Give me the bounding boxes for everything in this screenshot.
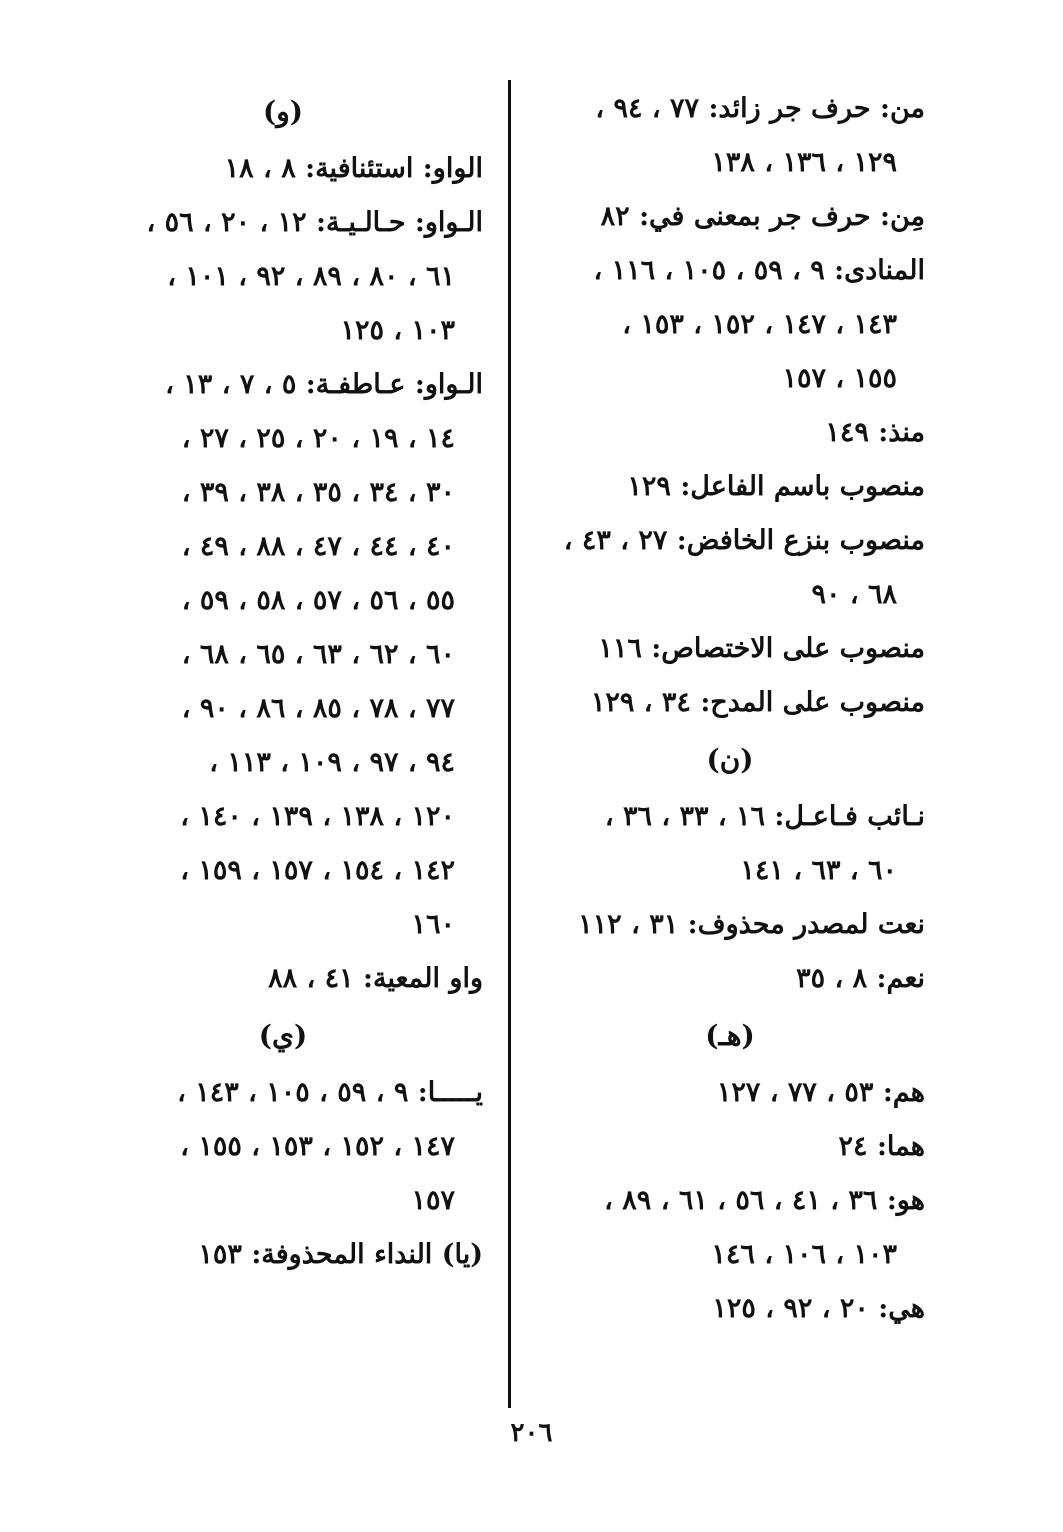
index-entry: الـواو: حـالـيـة: ١٢ ، ٢٠ ، ٥٦ ، [146,207,483,238]
index-entry-continuation: ٤٠ ، ٤٤ ، ٤٧ ، ٨٨ ، ٤٩ ، [181,531,455,562]
index-entry: نعت لمصدر محذوف: ٣١ ، ١١٢ [578,909,925,940]
index-entry-continuation: ٧٧ ، ٧٨ ، ٨٥ ، ٨٦ ، ٩٠ ، [181,693,455,724]
index-entry-continuation: ١٤ ، ١٩ ، ٢٠ ، ٢٥ ، ٢٧ ، [181,423,455,454]
section-heading-ya: (ي) [258,1019,308,1052]
index-entry-continuation: ١٥٥ ، ١٥٧ [782,363,897,394]
index-entry-continuation: ١٢٩ ، ١٣٦ ، ١٣٨ [711,147,897,178]
page-number: ٢٠٦ [510,1418,553,1448]
index-entry-continuation: ٦٨ ، ٩٠ [811,579,897,610]
index-entry-continuation: ١٠٣ ، ١٢٥ [340,315,455,346]
index-entry: منصوب على الاختصاص: ١١٦ [598,633,925,664]
index-column-right [535,82,925,1336]
index-entry-continuation: ٥٥ ، ٥٦ ، ٥٧ ، ٥٨ ، ٥٩ ، [181,585,455,616]
index-entry-continuation: ١٦٠ [411,909,455,940]
index-entry: هي: ٢٠ ، ٩٢ ، ١٢٥ [712,1293,925,1324]
index-entry: هم: ٥٣ ، ٧٧ ، ١٢٧ [716,1077,925,1108]
index-entry: يـــــا: ٩ ، ٥٩ ، ١٠٥ ، ١٤٣ ، [177,1077,483,1108]
index-entry: هو: ٣٦ ، ٤١ ، ٥٦ ، ٦١ ، ٨٩ ، [604,1185,925,1216]
index-entry-continuation: ١٤٢ ، ١٥٤ ، ١٥٧ ، ١٥٩ ، [180,855,455,886]
index-entry: الواو: استئنافية: ٨ ، ١٨ [224,153,483,184]
index-entry: (يا) النداء المحذوفة: ١٥٣ [198,1239,483,1270]
index-entry-continuation: ٦٠ ، ٦٢ ، ٦٣ ، ٦٥ ، ٦٨ ، [181,639,455,670]
index-entry-continuation: ١٥٧ [411,1185,455,1216]
index-entry: من: حرف جر زائد: ٧٧ ، ٩٤ ، [595,93,925,124]
index-entry: منصوب بنزع الخافض: ٢٧ ، ٤٣ ، [563,525,925,556]
index-entry-continuation: ١٠٣ ، ١٠٦ ، ١٤٦ [711,1239,897,1270]
index-entry: منصوب باسم الفاعل: ١٢٩ [627,471,925,502]
index-entry-continuation: ١٤٧ ، ١٥٢ ، ١٥٣ ، ١٥٥ ، [180,1131,455,1162]
index-entry-continuation: ٦٠ ، ٦٣ ، ١٤١ [740,855,897,886]
section-heading-noon: (ن) [706,743,754,776]
index-entry: هما: ٢٤ [838,1131,925,1162]
column-divider [508,80,511,1408]
index-entry: واو المعية: ٤١ ، ٨٨ [268,963,483,994]
index-entry: الـواو: عـاطفـة: ٥ ، ٧ ، ١٣ ، [165,369,483,400]
index-entry: منذ: ١٤٩ [825,417,925,448]
index-entry-continuation: ١٤٣ ، ١٤٧ ، ١٥٢ ، ١٥٣ ، [622,309,897,340]
section-heading-ha: (هـ) [705,1019,755,1052]
index-entry: مِن: حرف جر بمعنى في: ٨٢ [600,201,925,232]
index-entry: نعم: ٨ ، ٣٥ [796,963,925,994]
section-heading-waw: (و) [262,95,304,128]
index-entry: المنادى: ٩ ، ٥٩ ، ١٠٥ ، ١١٦ ، [593,255,925,286]
index-entry: منصوب على المدح: ٣٤ ، ١٢٩ [590,687,925,718]
index-column-left [83,82,483,1282]
index-entry-continuation: ٩٤ ، ٩٧ ، ١٠٩ ، ١١٣ ، [209,747,455,778]
index-entry: نـائب فـاعـل: ١٦ ، ٣٣ ، ٣٦ ، [604,801,925,832]
index-entry-continuation: ٣٠ ، ٣٤ ، ٣٥ ، ٣٨ ، ٣٩ ، [181,477,455,508]
index-entry-continuation: ١٢٠ ، ١٣٨ ، ١٣٩ ، ١٤٠ ، [180,801,455,832]
index-entry-continuation: ٦١ ، ٨٠ ، ٨٩ ، ٩٢ ، ١٠١ ، [167,261,455,292]
